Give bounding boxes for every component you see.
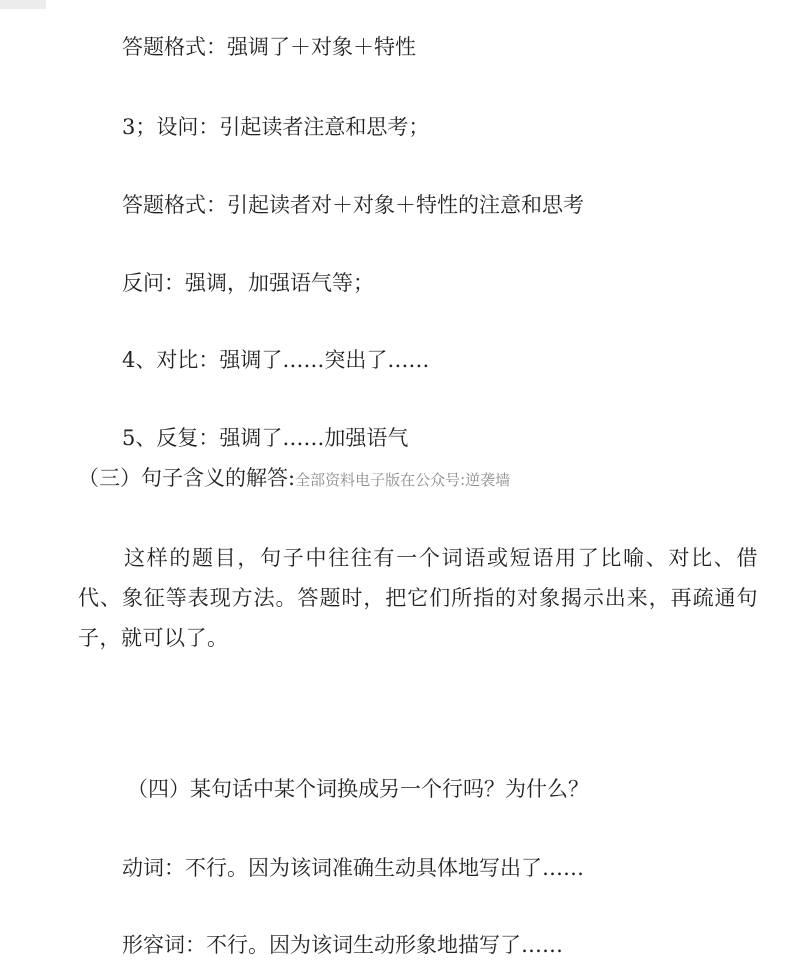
- counter-question-line: 反问：强调，加强语气等；: [122, 271, 374, 295]
- adjective-line: 形容词：不行。因为该词生动形象地描写了……: [122, 933, 563, 957]
- verb-line: 动词：不行。因为该词准确生动具体地写出了……: [122, 856, 584, 880]
- repetition-line: 5、反复：强调了……加强语气: [122, 426, 409, 450]
- answer-format-line-2: 答题格式：引起读者对＋对象＋特性的注意和思考: [122, 193, 584, 217]
- answer-format-line-1: 答题格式：强调了＋对象＋特性: [122, 35, 416, 59]
- section-3-heading-row: [78, 463, 510, 495]
- contrast-line: 4、对比：强调了……突出了……: [122, 348, 430, 372]
- page-corner-mark: [0, 0, 46, 9]
- watermark-text: 全部资料电子版在公众号:逆袭墙: [295, 471, 511, 489]
- section-4-heading: （四）某句话中某个词换成另一个行吗？为什么？: [127, 777, 589, 801]
- section-3-paragraph: 这样的题目，句子中往往有一个词语或短语用了比喻、对比、借代、象征等表现方法。答题时，把它们所指的对象揭示出来，再疏通句子，就可以了。: [78, 546, 758, 650]
- rhetorical-question-line: 3；设问：引起读者注意和思考；: [122, 115, 430, 139]
- section-3-heading: （三）句子含义的解答:: [78, 466, 296, 490]
